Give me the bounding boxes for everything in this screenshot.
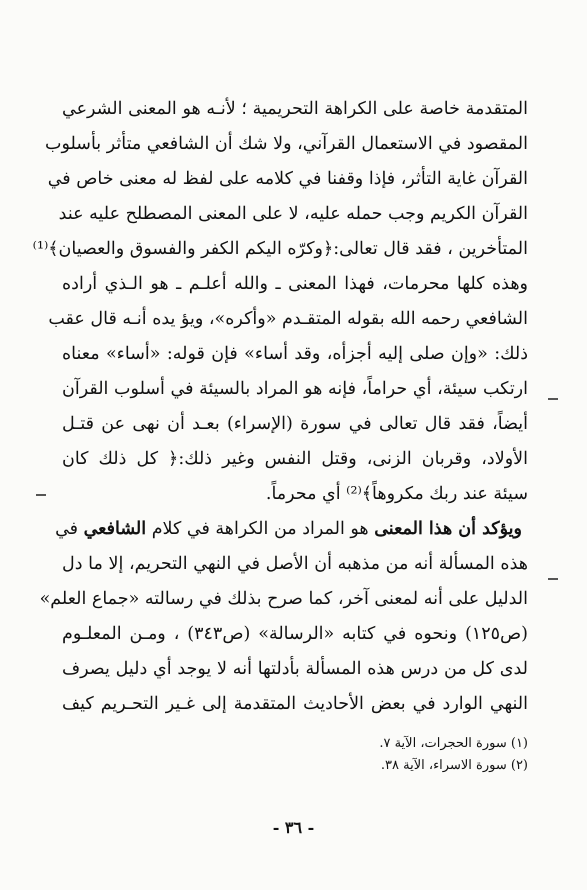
text-line: سيئة عند ربك مكروهاً﴾⁽²⁾ أي محرماً. [265, 484, 528, 504]
text-line: هذه المسألة أنه من مذهبه أن الأصل في النهي التحريم، إلا ما دل [62, 554, 528, 574]
footnote: (١) سورة الحجرات، الآية ٧. [379, 736, 528, 751]
margin-mark [548, 578, 558, 580]
text-line: ارتكب سيئة، أي حراماً، فإنه هو المراد بالسيئة في أسلوب القرآن [62, 379, 528, 399]
text-line: المقصود في الاستعمال القرآني، ولا شك أن الشافعي متأثر بأسلوب [44, 134, 528, 154]
text-line: المتأخرين ، فقد قال تعالى:﴿وكرّه اليكم الكفر والفسوق والعصيان﴾⁽¹⁾ [32, 239, 528, 259]
text-line: القرآن غاية التأثر، فإذا وقفنا في كلامه على لفظ له معنى خاص في [47, 169, 528, 189]
text-run: هو المراد من الكراهة في كلام [146, 519, 375, 539]
text-line: النهي الوارد في بعض الأحاديث المتقدمة إلى غـير التحـريم كيف [62, 694, 528, 714]
footnotes [62, 733, 528, 777]
text-line: لدى كل من درس هذه المسألة بأدلتها أنه لا يوجد أي دليل يصرف [62, 659, 528, 679]
margin-mark [36, 494, 46, 496]
paragraph-opening-line [55, 512, 528, 547]
text-line: الدليل على أنه لمعنى آخر، كما صرح بذلك في رسالته «جماع العلم» [39, 589, 528, 609]
text-line: المتقدمة خاصة على الكراهة التحريمية ؛ لأنـه هو المعنى الشرعي [62, 99, 528, 119]
text-line: (ص١٢٥) ونحوه في كتابه «الرسالة» (ص٣٤٣) ، ومـن المعلـوم [62, 624, 528, 644]
text-line: الأولاد، وقربان الزنى، وقتل النفس وغير ذلك:﴿ كل ذلك كان [62, 449, 528, 469]
page-number: - ٣٦ - [272, 818, 315, 837]
text-line: ذلك: «وإن صلى إليه أجزأه، وقد أساء» فإن قوله: «أساء» معناه [62, 344, 528, 364]
text-line: الشافعي رحمه الله بقوله المتقـدم «وأكره»، ويؤ يده أنـه قال عقب [48, 309, 528, 329]
text-line: أيضاً، فقد قال تعالى في سورة (الإسراء) بعـد أن نهى عن قتـل [62, 414, 528, 434]
text-line: وهذه كلها محرمات، فهذا المعنى ـ والله أعلـم ـ هو الـذي أراده [62, 274, 528, 294]
emphasis-phrase: ويؤكد أن هذا المعنى [374, 519, 522, 539]
emphasis-name: الشافعي [83, 519, 147, 539]
body-text [32, 92, 528, 722]
text-line: القرآن الكريم وجب حمله عليه، لا على المعنى المصطلح عليه عند [58, 204, 528, 224]
margin-mark [548, 398, 558, 400]
text-run: في [55, 519, 84, 539]
footnote: (٢) سورة الاسراء، الآية ٣٨. [380, 758, 528, 773]
